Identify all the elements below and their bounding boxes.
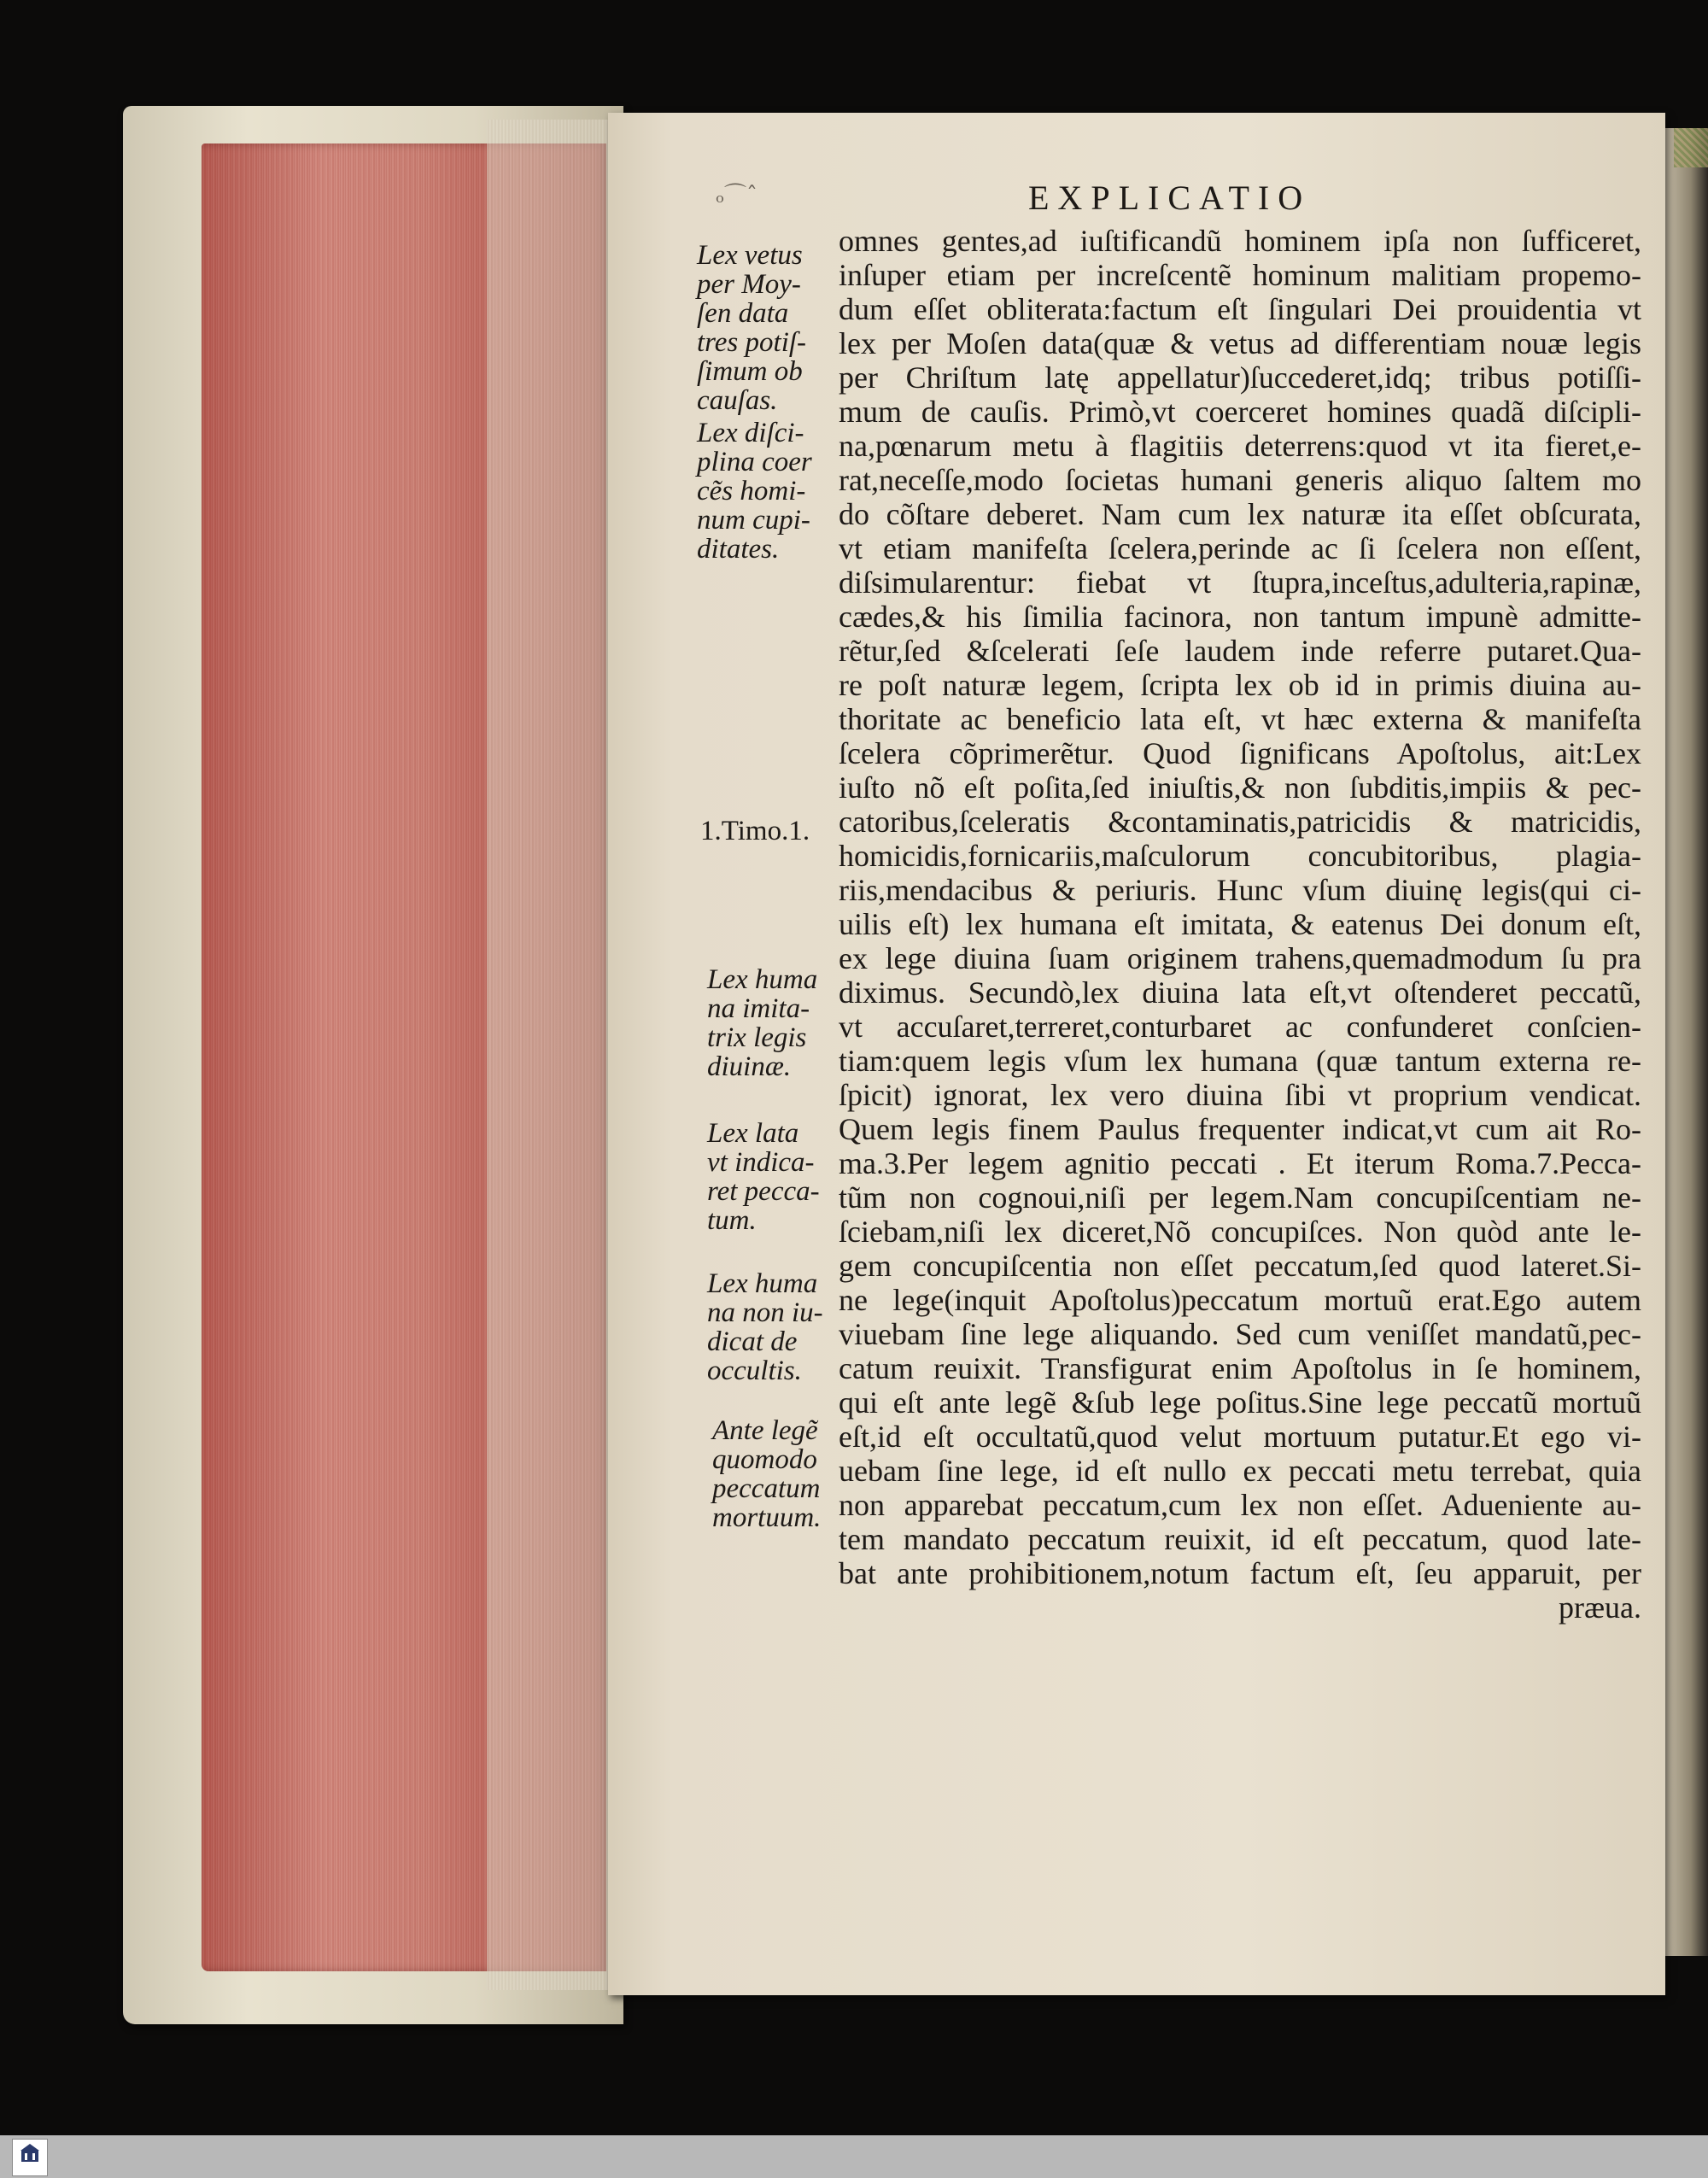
body-line: per Chriſtum latę appellatur)ſuccederet,idq; tribus potiſſi- xyxy=(839,360,1641,395)
margin-note-line: cẽs homi- xyxy=(697,476,806,506)
margin-note-line: ſimum ob xyxy=(697,356,803,387)
body-line: riis,mendacibus & periuris. Hunc vſum diuinę legis(qui ci- xyxy=(839,873,1641,907)
margin-note-line: plina coer xyxy=(697,447,812,477)
body-line: uilis eſt) lex humana eſt imitata, & eatenus Dei donum eſt, xyxy=(839,907,1641,941)
body-line: bat ante prohibitionem,notum factum eſt, ſeu apparuit, per xyxy=(839,1556,1641,1590)
margin-note-line: dicat de xyxy=(707,1326,798,1357)
body-line: ne lege(inquit Apoſtolus)peccatum mortuũ erat.Ego autem xyxy=(839,1283,1641,1317)
body-line: ma.3.Per legem agnitio peccati . Et iterum Roma.7.Pecca- xyxy=(839,1146,1641,1180)
margin-note-line: peccatum xyxy=(712,1473,821,1504)
body-line: diximus. Secundò,lex diuina lata eſt,vt oſtenderet peccatũ, xyxy=(839,975,1641,1010)
body-line: homicidis,fornicariis,maſculorum concubitoribus, plagia- xyxy=(839,839,1641,873)
body-line: uebam ſine lege, id eſt nullo ex peccati metu terrebat, quia xyxy=(839,1454,1641,1488)
viewer-footer-bar xyxy=(0,2135,1708,2178)
body-line: cædes,& his ſimilia facinora, non tantum impunè admitte- xyxy=(839,600,1641,634)
margin-note-line: Lex huma xyxy=(707,964,818,995)
margin-note-line: mortuum. xyxy=(712,1502,822,1533)
margin-note-line: Lex huma xyxy=(707,1268,818,1299)
body-line: gem concupiſcentia non eſſet peccatum,ſed quod lateret.Si- xyxy=(839,1249,1641,1283)
body-line: thoritate ac beneficio lata eſt, vt hæc externa & manifeſta xyxy=(839,702,1641,736)
body-line: ex lege diuina ſuam originem trahens,quemadmodum ſu pra xyxy=(839,941,1641,975)
body-line: omnes gentes,ad iuſtificandũ hominem ipſa non ſufficeret, xyxy=(839,224,1641,258)
body-line: diſsimularentur: fiebat vt ſtupra,inceſtus,adulteria,rapinæ, xyxy=(839,565,1641,600)
margin-note-line: ret pecca- xyxy=(707,1176,820,1207)
body-line: vt accuſaret,terreret,conturbaret ac confunderet conſcien- xyxy=(839,1010,1641,1044)
margin-note-line: ſen data xyxy=(697,298,789,329)
body-line: rat,neceſſe,modo ſocietas humani generis aliquo ſaltem mo xyxy=(839,463,1641,497)
page-edge-layers xyxy=(487,120,615,1990)
catchword: præua. xyxy=(1559,1590,1641,1625)
margin-note-line: na imita- xyxy=(707,993,810,1024)
signature-mark: ₒ⌒ˆ xyxy=(716,183,758,208)
binding-right-edge xyxy=(1665,128,1708,1956)
body-line: na,pœnarum metu à flagitiis deterrens:quod vt ita fieret,e- xyxy=(839,429,1641,463)
body-line: ſciebam,niſi lex diceret,Nõ concupiſces. Non quòd ante le- xyxy=(839,1215,1641,1249)
margin-note-line: num cupi- xyxy=(697,505,810,536)
body-line: tũm non cognoui,niſi per legem.Nam concupiſcentiam ne- xyxy=(839,1180,1641,1215)
library-logo-icon xyxy=(12,2139,48,2176)
margin-note-reference: 1.Timo.1. xyxy=(700,816,810,846)
margin-note-line: cauſas. xyxy=(697,385,778,416)
margin-note-line: na non iu- xyxy=(707,1297,823,1328)
body-line: tem mandato peccatum reuixit, id eſt peccatum, quod late- xyxy=(839,1522,1641,1556)
margin-note-line: per Moy- xyxy=(697,269,801,300)
body-line: non apparebat peccatum,cum lex non eſſet. Adueniente au- xyxy=(839,1488,1641,1522)
running-header: EXPLICATIO xyxy=(1028,179,1312,217)
margin-note-line: vt indica- xyxy=(707,1147,815,1178)
margin-note-line: tres potiſ- xyxy=(697,327,807,358)
marbled-corner xyxy=(1674,128,1708,167)
body-line: qui eſt ante legẽ &ſub lege poſitus.Sine lege peccatũ mortuũ xyxy=(839,1385,1641,1420)
body-line: iuſto nõ eſt poſita,ſed iniuſtis,& non ſubditis,impiis & pec- xyxy=(839,770,1641,805)
body-line: viuebam ſine lege aliquando. Sed cum veniſſet mandatũ,pec- xyxy=(839,1317,1641,1351)
margin-note-line: tum. xyxy=(707,1205,757,1236)
building-icon xyxy=(20,2143,40,2163)
body-line: re poſt naturæ legem, ſcripta lex ob id in primis diuina au- xyxy=(839,668,1641,702)
body-line: dum eſſet obliterata:factum eſt ſingulari Dei prouidentia vt xyxy=(839,292,1641,326)
margin-note-line: ditates. xyxy=(697,534,780,565)
margin-note-line: Lex vetus xyxy=(697,240,803,271)
body-line: catum reuixit. Transfigurat enim Apoſtolus in ſe hominem, xyxy=(839,1351,1641,1385)
margin-note-line: diuinæ. xyxy=(707,1051,792,1082)
body-line: ſcelera cõprimerẽtur. Quod ſignificans Apoſtolus, ait:Lex xyxy=(839,736,1641,770)
body-line: eſt,id eſt occultatũ,quod velut mortuum putatur.Et ego vi- xyxy=(839,1420,1641,1454)
margin-note-line: trix legis xyxy=(707,1022,807,1053)
margin-note-line: occultis. xyxy=(707,1355,802,1386)
body-line: tiam:quem legis vſum lex humana (quæ tantum externa re- xyxy=(839,1044,1641,1078)
margin-note-line: Lex lata xyxy=(707,1118,799,1149)
body-line: catoribus,ſceleratis &contaminatis,patricidis & matricidis, xyxy=(839,805,1641,839)
body-line: Quem legis finem Paulus frequenter indicat,vt cum ait Ro- xyxy=(839,1112,1641,1146)
body-line: inſuper etiam per increſcentẽ hominum malitiam propemo- xyxy=(839,258,1641,292)
body-line: mum de cauſis. Primò,vt coerceret homines quadã diſcipli- xyxy=(839,395,1641,429)
body-line: vt etiam manifeſta ſcelera,perinde ac ſi ſcelera non eſſent, xyxy=(839,531,1641,565)
body-line: ſpicit) ignorat, lex vero diuina ſibi vt proprium vendicat. xyxy=(839,1078,1641,1112)
body-line: do cõſtare deberet. Nam cum lex naturæ ita eſſet obſcurata, xyxy=(839,497,1641,531)
margin-note-line: Lex diſci- xyxy=(697,418,804,448)
margin-note-line: quomodo xyxy=(712,1444,817,1475)
margin-note-line: Ante legẽ xyxy=(712,1415,818,1446)
body-line: lex per Moſen data(quæ & vetus ad differentiam nouæ legis xyxy=(839,326,1641,360)
body-line: rẽtur,ſed &ſcelerati ſeſe laudem inde referre putaret.Qua- xyxy=(839,634,1641,668)
